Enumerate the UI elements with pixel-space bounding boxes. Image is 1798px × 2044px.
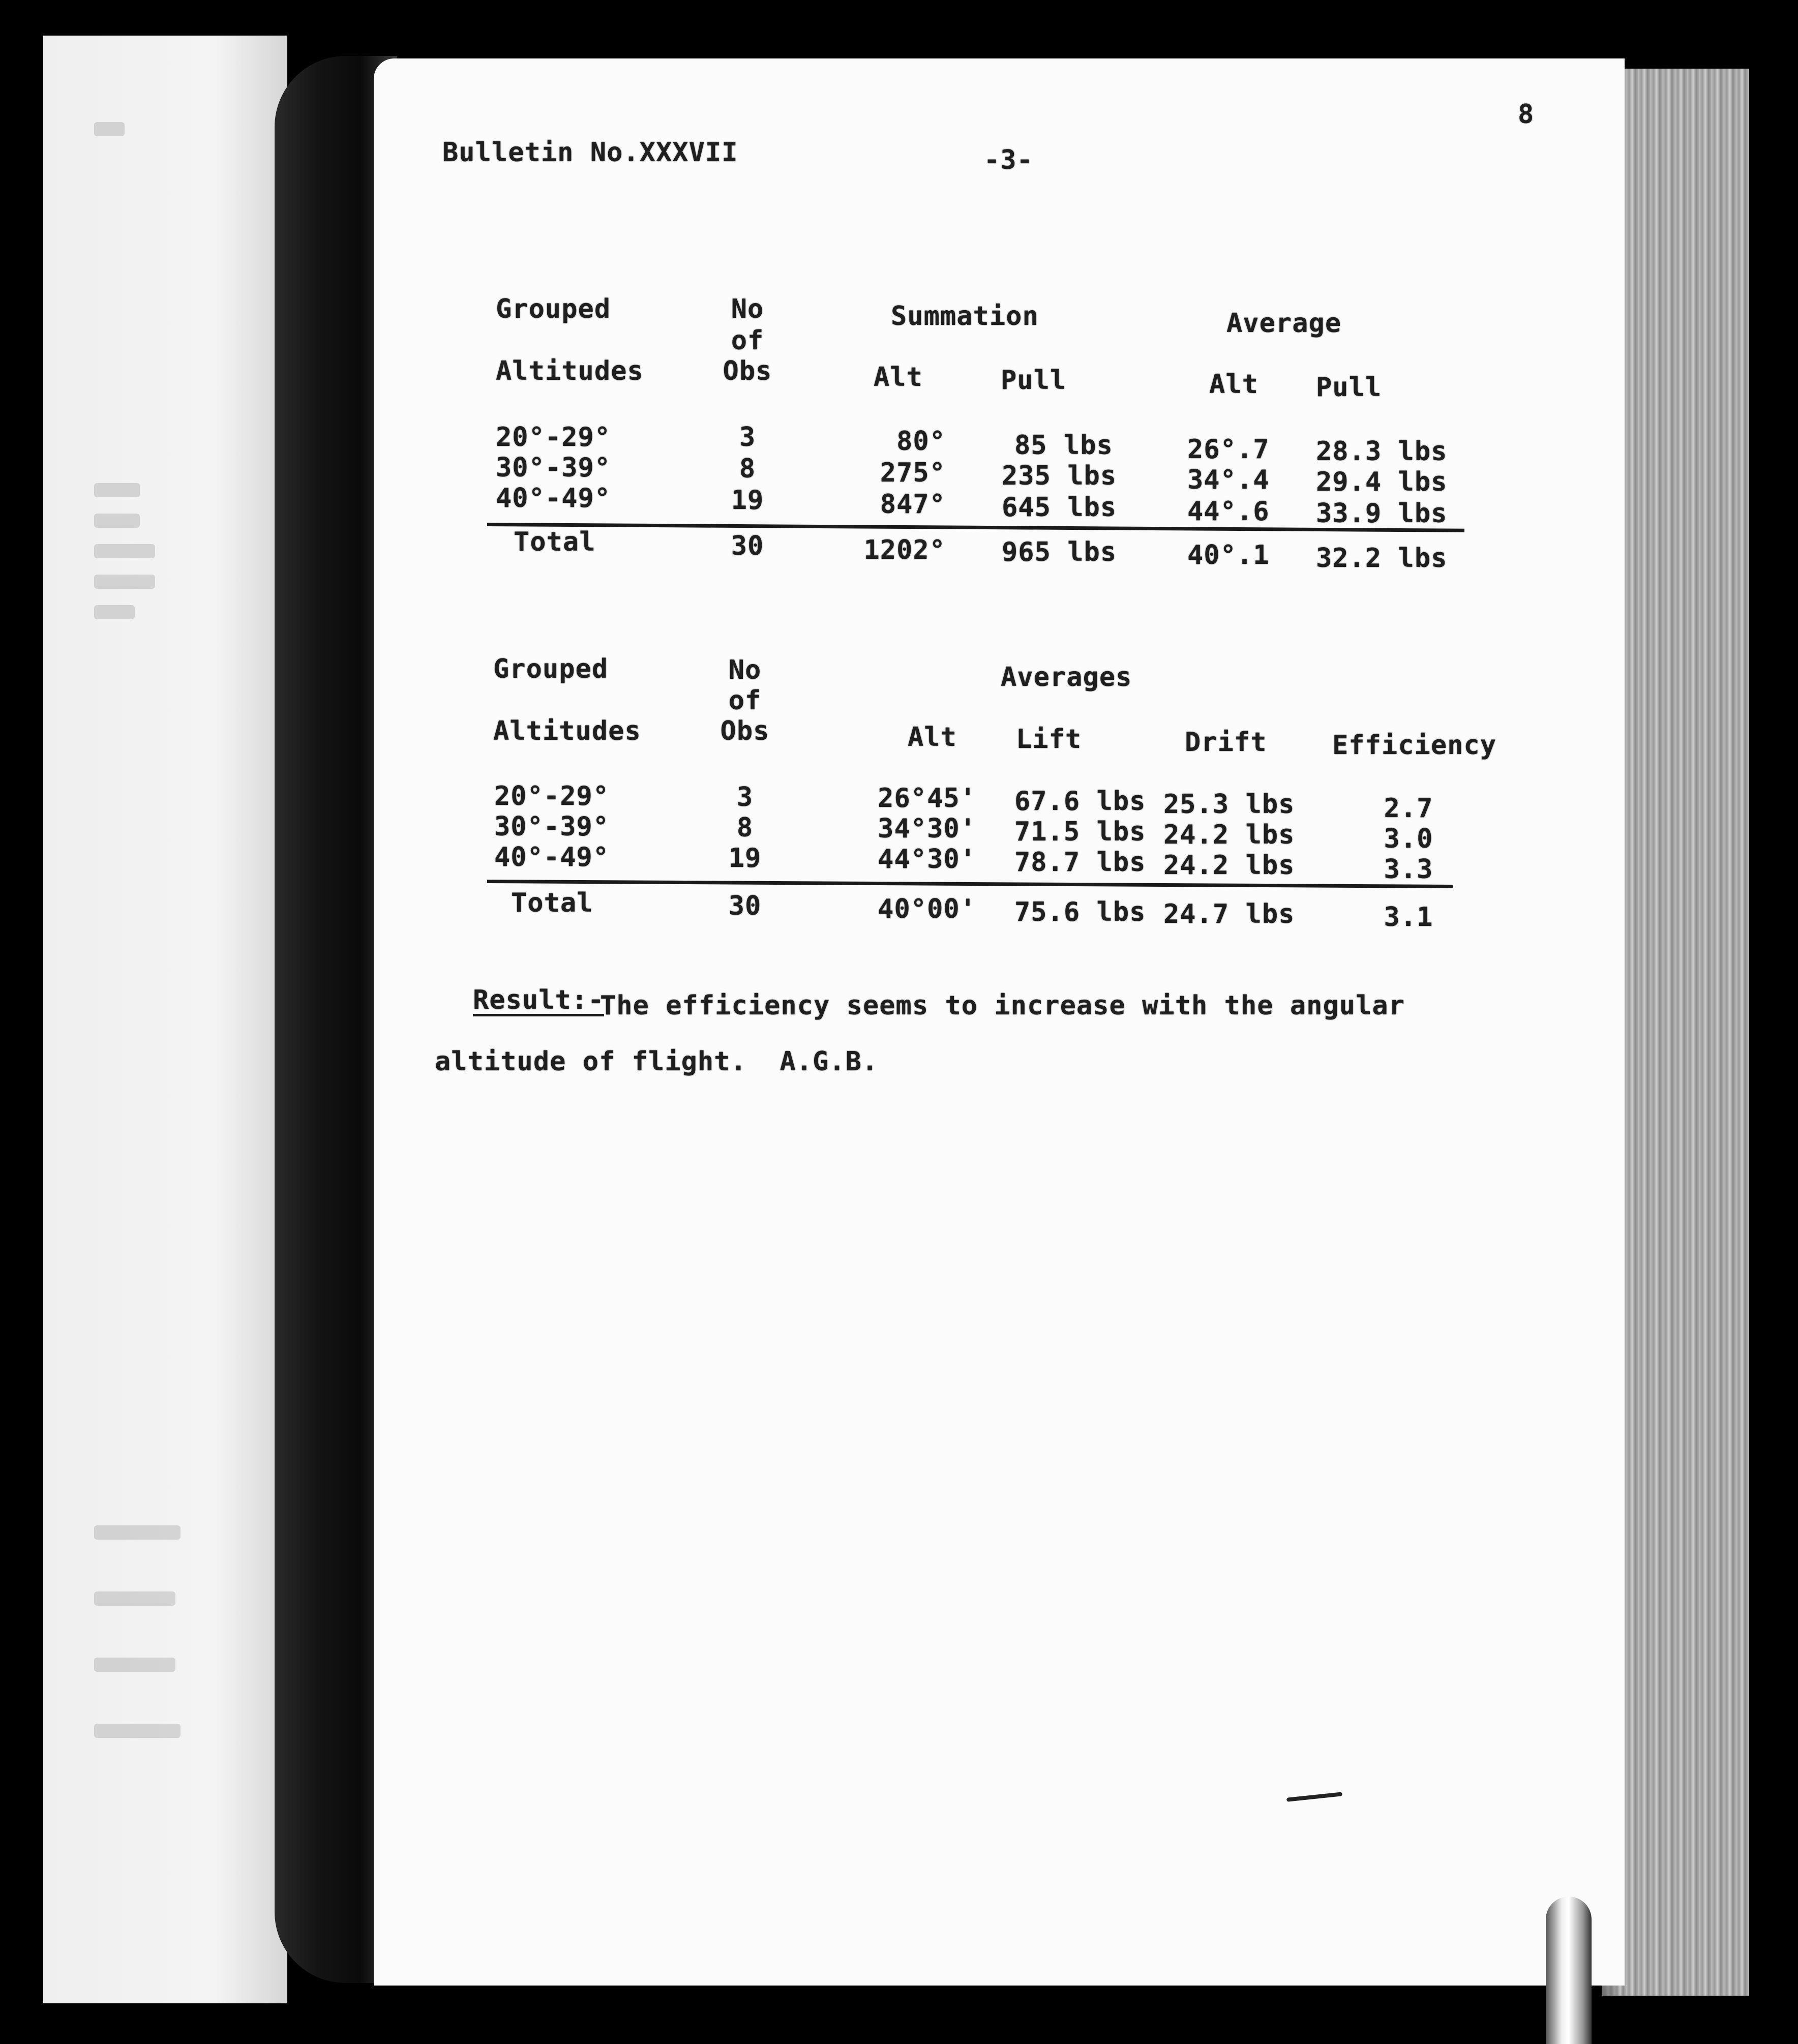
header-obs: Obs bbox=[720, 716, 770, 746]
cell-obs: 8 bbox=[736, 813, 754, 843]
cell-obs: 3 bbox=[739, 422, 756, 453]
header-grouped: Grouped bbox=[493, 654, 609, 684]
result-line-2: altitude of flight. A.G.B. bbox=[435, 1046, 879, 1077]
result-label: Result:- bbox=[473, 985, 605, 1015]
pen-clip bbox=[1546, 1897, 1592, 2044]
header-grouped: Grouped bbox=[496, 294, 611, 324]
header-of: of bbox=[728, 685, 762, 716]
cell-efficiency: 3.1 bbox=[1384, 902, 1433, 933]
header-avg-pull: Pull bbox=[1316, 372, 1382, 403]
header-no: No bbox=[731, 294, 764, 324]
cell-sum-pull: 965 lbs bbox=[1002, 537, 1117, 567]
cell-obs: 3 bbox=[736, 782, 754, 813]
document-page bbox=[374, 58, 1625, 1986]
header-avg-alt: Alt bbox=[1209, 369, 1258, 400]
cell-obs: 19 bbox=[728, 843, 762, 874]
cell-sum-pull: 235 lbs bbox=[1002, 461, 1117, 491]
header-sum-alt: Alt bbox=[874, 362, 923, 393]
cell-range: 20°-29° bbox=[494, 781, 610, 811]
cell-sum-alt: 80° bbox=[896, 426, 946, 457]
cell-obs: 19 bbox=[731, 485, 764, 516]
cell-avg-pull: 32.2 lbs bbox=[1316, 543, 1448, 574]
cell-alt: 40°00' bbox=[878, 894, 976, 924]
page-marker: -3- bbox=[984, 145, 1033, 175]
header-averages: Averages bbox=[1001, 662, 1132, 693]
cell-avg-alt: 44°.6 bbox=[1187, 496, 1270, 527]
cell-lift: 71.5 lbs bbox=[1014, 817, 1146, 847]
cell-avg-alt: 26°.7 bbox=[1187, 434, 1270, 465]
cell-alt: 44°30' bbox=[878, 844, 976, 875]
cell-drift: 24.2 lbs bbox=[1163, 820, 1295, 850]
header-efficiency: Efficiency bbox=[1332, 730, 1497, 761]
header-obs: Obs bbox=[723, 356, 772, 386]
cell-obs: 30 bbox=[731, 531, 764, 561]
cell-alt: 26°45' bbox=[878, 783, 976, 814]
cell-lift: 78.7 lbs bbox=[1014, 847, 1146, 878]
cell-efficiency: 2.7 bbox=[1384, 793, 1433, 824]
left-page-bleed-through bbox=[94, 36, 186, 2003]
header-altitudes: Altitudes bbox=[493, 716, 641, 746]
header-summation: Summation bbox=[891, 301, 1039, 332]
cell-drift: 25.3 lbs bbox=[1163, 789, 1295, 820]
cell-total-label: Total bbox=[511, 888, 593, 918]
cell-lift: 75.6 lbs bbox=[1014, 897, 1146, 927]
cell-avg-pull: 33.9 lbs bbox=[1316, 498, 1448, 529]
cell-avg-pull: 29.4 lbs bbox=[1316, 467, 1448, 497]
result-line-1: The efficiency seems to increase with the angular bbox=[600, 990, 1405, 1021]
cell-avg-alt: 40°.1 bbox=[1187, 540, 1270, 570]
header-lift: Lift bbox=[1016, 724, 1082, 755]
cell-range: 40°-49° bbox=[496, 483, 611, 514]
cell-range: 20°-29° bbox=[496, 422, 611, 453]
header-average: Average bbox=[1226, 308, 1342, 339]
cell-sum-alt: 1202° bbox=[863, 535, 946, 565]
left-page bbox=[43, 36, 287, 2003]
header-altitudes: Altitudes bbox=[496, 356, 644, 386]
cell-sum-pull: 85 lbs bbox=[1014, 430, 1113, 461]
header-of: of bbox=[731, 325, 764, 356]
header-drift: Drift bbox=[1185, 727, 1267, 758]
cell-sum-alt: 847° bbox=[880, 489, 946, 520]
cell-sum-alt: 275° bbox=[880, 458, 946, 488]
page-number: 8 bbox=[1518, 99, 1535, 130]
header-alt: Alt bbox=[908, 722, 957, 753]
cell-efficiency: 3.0 bbox=[1384, 824, 1433, 854]
header-no: No bbox=[728, 655, 762, 685]
cell-efficiency: 3.3 bbox=[1384, 854, 1433, 885]
header-sum-pull: Pull bbox=[1001, 365, 1067, 396]
cell-sum-pull: 645 lbs bbox=[1002, 492, 1117, 523]
cell-lift: 67.6 lbs bbox=[1014, 786, 1146, 817]
cell-obs: 8 bbox=[739, 454, 756, 484]
cell-range: 30°-39° bbox=[496, 453, 611, 483]
cell-alt: 34°30' bbox=[878, 814, 976, 844]
cell-drift: 24.2 lbs bbox=[1163, 850, 1295, 881]
cell-range: 40°-49° bbox=[494, 842, 610, 873]
cell-drift: 24.7 lbs bbox=[1163, 899, 1295, 929]
cell-obs: 30 bbox=[728, 891, 762, 921]
bulletin-title: Bulletin No.XXXVII bbox=[442, 137, 738, 168]
cell-avg-alt: 34°.4 bbox=[1187, 465, 1270, 495]
cell-range: 30°-39° bbox=[494, 811, 610, 842]
cell-total-label: Total bbox=[514, 527, 596, 557]
cell-avg-pull: 28.3 lbs bbox=[1316, 436, 1448, 467]
